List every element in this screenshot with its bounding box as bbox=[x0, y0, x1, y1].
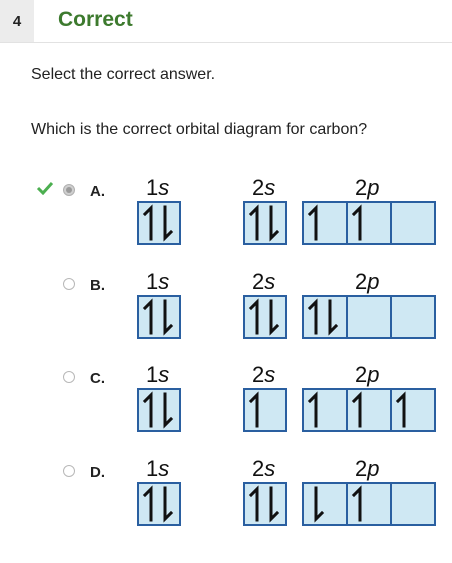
orbital-label-number: 2 bbox=[252, 362, 265, 387]
orbital-label-number: 2 bbox=[252, 456, 265, 481]
orbital-box-1s bbox=[137, 201, 181, 245]
orbital-label-number: 2 bbox=[355, 269, 368, 294]
orbital-box-2s bbox=[243, 295, 287, 339]
radio-button[interactable] bbox=[63, 278, 75, 290]
orbital-cell bbox=[304, 297, 348, 337]
spin-down-arrow-icon bbox=[143, 484, 187, 524]
orbital-label-subshell: p bbox=[367, 362, 380, 387]
orbital-cell bbox=[139, 390, 179, 430]
orbital-label-subshell: s bbox=[158, 362, 170, 387]
answer-option-c[interactable] bbox=[0, 362, 452, 454]
orbital-label-p2 bbox=[355, 456, 380, 482]
spin-down-arrow-icon bbox=[249, 297, 293, 337]
spin-up-arrow-icon bbox=[294, 203, 338, 243]
orbital-label-subshell: s bbox=[158, 456, 170, 481]
orbital-label-p2 bbox=[355, 175, 380, 201]
spin-up-arrow-icon bbox=[294, 390, 338, 430]
orbital-label-number: 2 bbox=[252, 175, 265, 200]
orbital-label-s2 bbox=[252, 362, 275, 388]
orbital-box-1s bbox=[137, 482, 181, 526]
orbital-label-subshell: s bbox=[264, 175, 276, 200]
question-text: Which is the correct orbital diagram for carbon? bbox=[31, 121, 368, 138]
orbital-label-number: 1 bbox=[146, 456, 159, 481]
orbital-cell bbox=[245, 203, 285, 243]
checkmark-icon bbox=[36, 181, 54, 195]
orbital-cell bbox=[348, 203, 392, 243]
orbital-label-number: 1 bbox=[146, 175, 159, 200]
spin-up-arrow-icon bbox=[382, 390, 426, 430]
orbital-label-number: 2 bbox=[355, 456, 368, 481]
orbital-cell bbox=[392, 390, 434, 430]
option-letter: D. bbox=[90, 464, 105, 481]
orbital-label-subshell: s bbox=[264, 269, 276, 294]
orbital-box-2p bbox=[302, 388, 436, 432]
radio-button[interactable] bbox=[63, 184, 75, 196]
orbital-box-2s bbox=[243, 388, 287, 432]
orbital-cell bbox=[348, 297, 392, 337]
spin-down-arrow-icon bbox=[143, 203, 187, 243]
orbital-cell bbox=[245, 297, 285, 337]
orbital-box-1s bbox=[137, 388, 181, 432]
spin-down-arrow-icon bbox=[143, 390, 187, 430]
orbital-label-number: 2 bbox=[252, 269, 265, 294]
orbital-label-number: 1 bbox=[146, 269, 159, 294]
spin-down-arrow-icon bbox=[143, 297, 187, 337]
orbital-cell bbox=[245, 390, 285, 430]
orbital-label-p2 bbox=[355, 269, 380, 295]
orbital-label-number: 2 bbox=[355, 362, 368, 387]
orbital-label-subshell: s bbox=[158, 269, 170, 294]
orbital-cell bbox=[392, 297, 434, 337]
orbital-label-s1 bbox=[146, 175, 169, 201]
orbital-cell bbox=[139, 484, 179, 524]
result-status: Correct bbox=[58, 8, 133, 31]
answer-option-a[interactable] bbox=[0, 175, 452, 267]
orbital-label-subshell: p bbox=[367, 456, 380, 481]
orbital-cell bbox=[348, 484, 392, 524]
orbital-label-s1 bbox=[146, 362, 169, 388]
orbital-label-subshell: s bbox=[264, 362, 276, 387]
orbital-cell bbox=[392, 484, 434, 524]
orbital-box-1s bbox=[137, 295, 181, 339]
orbital-label-p2 bbox=[355, 362, 380, 388]
option-letter: A. bbox=[90, 183, 105, 200]
orbital-label-s1 bbox=[146, 456, 169, 482]
orbital-label-subshell: p bbox=[367, 175, 380, 200]
radio-button[interactable] bbox=[63, 371, 75, 383]
spin-up-arrow-icon bbox=[338, 484, 382, 524]
orbital-label-subshell: s bbox=[264, 456, 276, 481]
answer-option-b[interactable] bbox=[0, 269, 452, 361]
spin-down-arrow-icon bbox=[249, 484, 293, 524]
orbital-cell bbox=[139, 297, 179, 337]
orbital-cell bbox=[392, 203, 434, 243]
spin-up-arrow-icon bbox=[338, 203, 382, 243]
option-letter: C. bbox=[90, 370, 105, 387]
orbital-box-2s bbox=[243, 201, 287, 245]
orbital-label-s2 bbox=[252, 175, 275, 201]
orbital-label-number: 2 bbox=[355, 175, 368, 200]
orbital-label-number: 1 bbox=[146, 362, 159, 387]
orbital-box-2p bbox=[302, 295, 436, 339]
answer-option-d[interactable] bbox=[0, 456, 452, 548]
spin-up-arrow-icon bbox=[235, 390, 279, 430]
instruction-text: Select the correct answer. bbox=[31, 66, 216, 83]
question-number: 4 bbox=[0, 0, 34, 42]
orbital-cell bbox=[245, 484, 285, 524]
question-header bbox=[0, 0, 452, 43]
orbital-label-s2 bbox=[252, 456, 275, 482]
spin-down-arrow-icon bbox=[294, 484, 338, 524]
orbital-label-s2 bbox=[252, 269, 275, 295]
orbital-box-2p bbox=[302, 201, 436, 245]
option-letter: B. bbox=[90, 277, 105, 294]
orbital-label-s1 bbox=[146, 269, 169, 295]
orbital-cell bbox=[139, 203, 179, 243]
spin-up-arrow-icon bbox=[338, 390, 382, 430]
orbital-label-subshell: s bbox=[158, 175, 170, 200]
orbital-label-subshell: p bbox=[367, 269, 380, 294]
spin-down-arrow-icon bbox=[249, 203, 293, 243]
orbital-box-2p bbox=[302, 482, 436, 526]
spin-down-arrow-icon bbox=[308, 297, 352, 337]
radio-button[interactable] bbox=[63, 465, 75, 477]
orbital-box-2s bbox=[243, 482, 287, 526]
